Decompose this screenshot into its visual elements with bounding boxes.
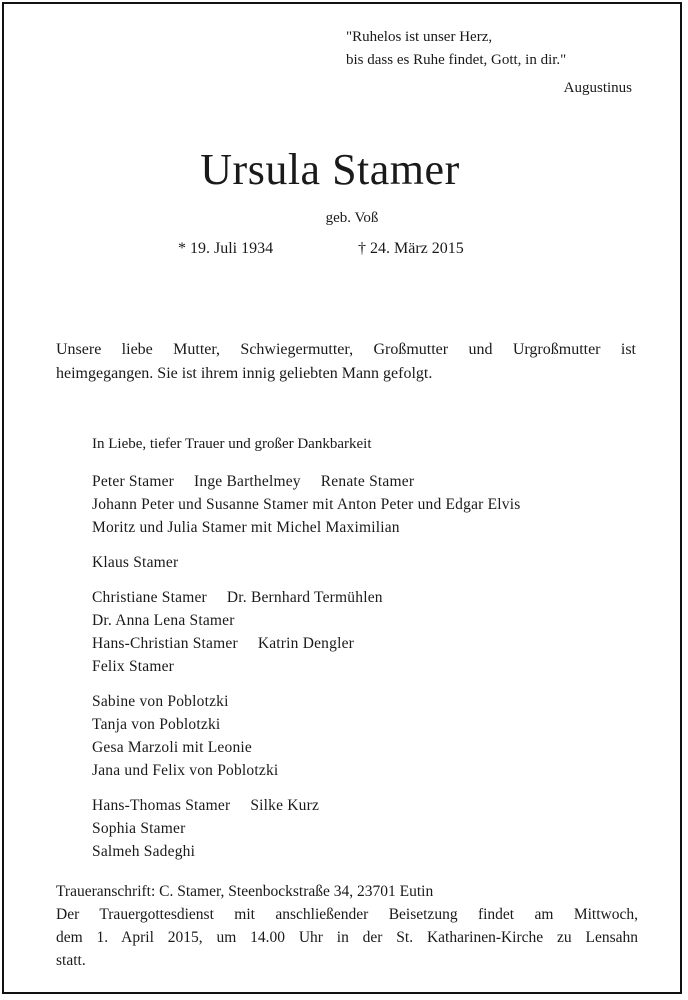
deceased-name: Ursula Stamer xyxy=(200,145,460,194)
family-line xyxy=(92,655,652,678)
funeral-address: Traueranschrift: C. Stamer, Steenbockstraße 34, 23701 Eutin xyxy=(56,883,434,900)
quote-block xyxy=(346,26,636,72)
family-member-name: Tanja von Poblotzki xyxy=(92,716,221,733)
family-line xyxy=(92,586,652,609)
family-line xyxy=(92,609,652,632)
family-line xyxy=(92,632,652,655)
family-member-name: Hans-Thomas Stamer xyxy=(92,797,231,814)
family-member-name: Moritz und Julia Stamer mit Michel Maximilian xyxy=(92,519,400,536)
family-member-name: Hans-Christian Stamer xyxy=(92,635,238,652)
family-group xyxy=(92,470,652,539)
family-group xyxy=(92,586,652,678)
family-member-name: Dr. Anna Lena Stamer xyxy=(92,612,235,629)
family-line xyxy=(92,840,652,863)
family-member-name: Klaus Stamer xyxy=(92,554,179,571)
family-group xyxy=(92,551,652,574)
intro-text xyxy=(56,338,636,386)
family-group xyxy=(92,690,652,782)
family-line xyxy=(92,690,652,713)
family-line xyxy=(92,516,652,539)
family-line xyxy=(92,493,652,516)
family-member-name: Jana und Felix von Poblotzki xyxy=(92,762,279,779)
family-member-name: Sophia Stamer xyxy=(92,820,186,837)
family-line xyxy=(92,713,652,736)
service-line: dem 1. April 2015, um 14.00 Uhr in der St. Katharinen-Kirche zu Lensahn xyxy=(56,929,638,946)
birth-date: * 19. Juli 1934 xyxy=(178,240,274,257)
family-list xyxy=(92,470,652,875)
family-member-name: Peter Stamer xyxy=(92,473,175,490)
maiden-name: geb. Voß xyxy=(325,210,379,226)
family-member-name: Gesa Marzoli mit Leonie xyxy=(92,739,252,756)
family-group xyxy=(92,794,652,863)
service-line: statt. xyxy=(56,952,86,969)
family-line xyxy=(92,794,652,817)
family-member-name: Salmeh Sadeghi xyxy=(92,843,196,860)
family-member-name: Inge Barthelmey xyxy=(194,473,301,490)
family-line xyxy=(92,470,652,493)
quote-line: "Ruhelos ist unser Herz, xyxy=(346,29,493,45)
family-line xyxy=(92,736,652,759)
family-line xyxy=(92,817,652,840)
quote-line: bis dass es Ruhe findet, Gott, in dir." xyxy=(346,52,567,68)
family-member-name: Silke Kurz xyxy=(250,797,320,814)
footer-text xyxy=(56,880,638,972)
intro-line: Unsere liebe Mutter, Schwiegermutter, Großmutter und Urgroßmutter ist xyxy=(56,341,636,358)
family-line xyxy=(92,759,652,782)
quote-author: Augustinus xyxy=(563,80,632,96)
service-line: Der Trauergottesdienst mit anschließender Beisetzung findet am Mittwoch, xyxy=(56,906,638,923)
family-member-name: Sabine von Poblotzki xyxy=(92,693,229,710)
family-member-name: Renate Stamer xyxy=(320,473,415,490)
closing-phrase: In Liebe, tiefer Trauer und großer Dankbarkeit xyxy=(92,436,372,452)
intro-line: heimgegangen. Sie ist ihrem innig geliebten Mann gefolgt. xyxy=(56,365,433,382)
family-member-name: Dr. Bernhard Termühlen xyxy=(226,589,383,606)
family-member-name: Felix Stamer xyxy=(92,658,175,675)
family-line xyxy=(92,551,652,574)
family-member-name: Johann Peter und Susanne Stamer mit Anton Peter und Edgar Elvis xyxy=(92,496,521,513)
family-member-name: Katrin Dengler xyxy=(257,635,355,652)
family-member-name: Christiane Stamer xyxy=(92,589,207,606)
death-date: † 24. März 2015 xyxy=(358,240,464,257)
